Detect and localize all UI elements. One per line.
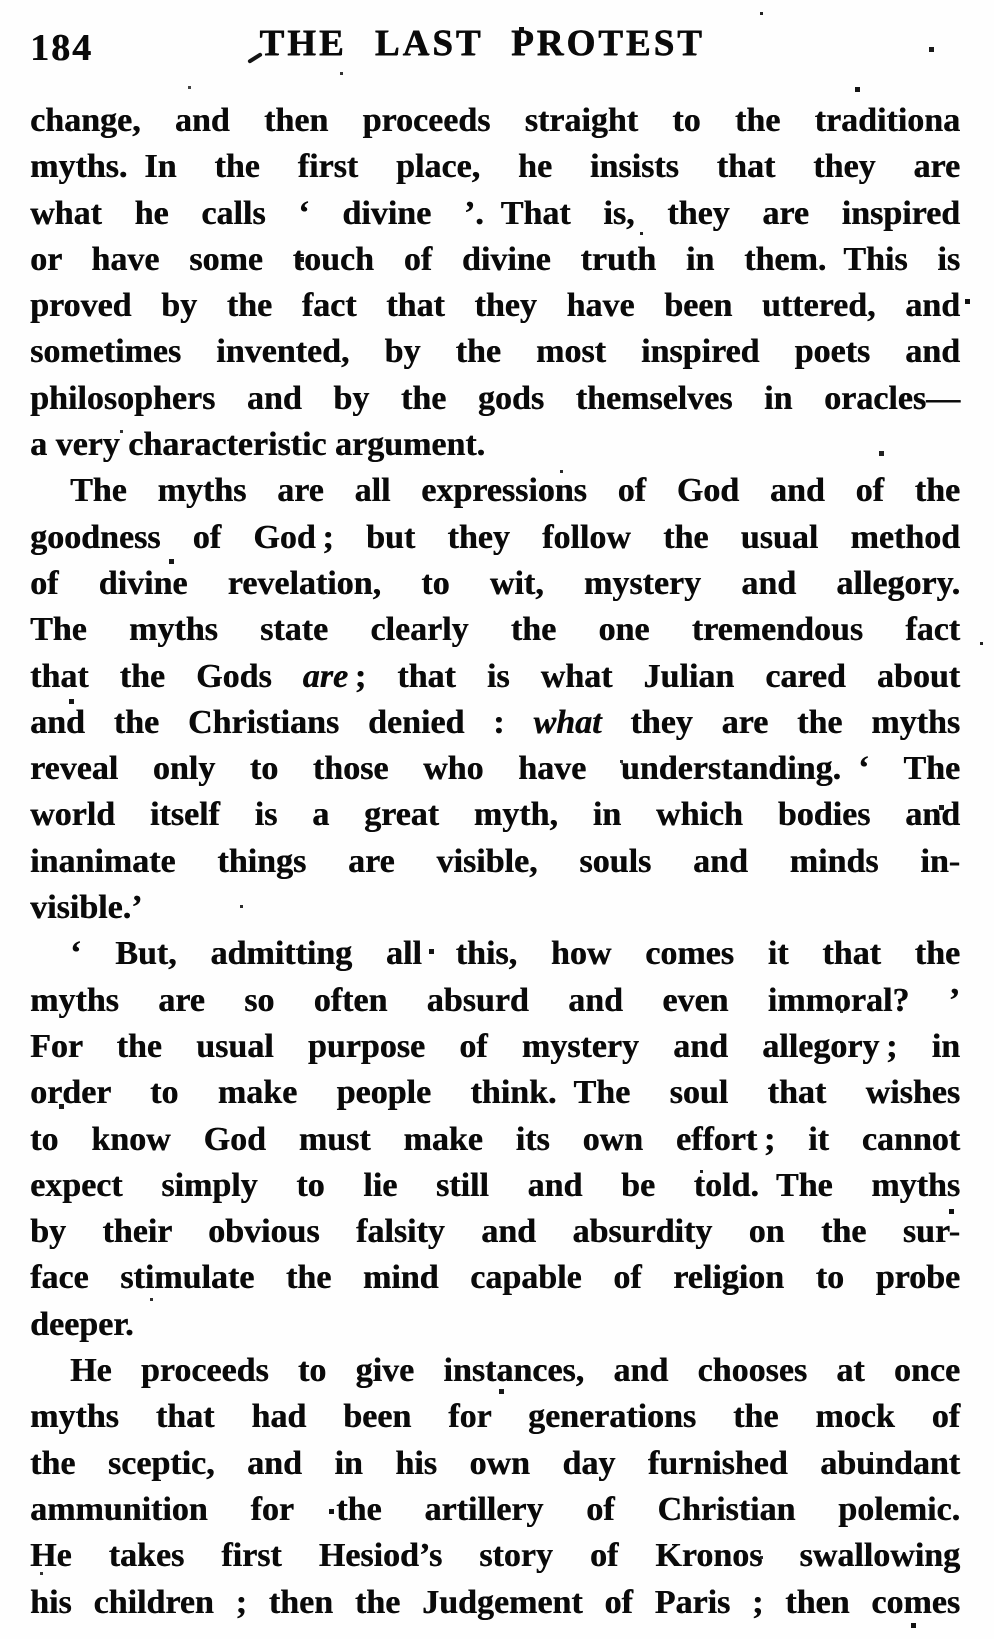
text-segment: and the Christians denied :: [30, 703, 534, 741]
text-segment: they are the myths: [601, 703, 960, 741]
text-segment: myths. In the first place, he insists that they are: [30, 148, 960, 186]
text-line: [30, 283, 960, 329]
text-line: [30, 191, 960, 237]
text-line: [30, 1070, 960, 1116]
text-segment: deeper.: [30, 1305, 134, 1343]
text-line: [30, 654, 960, 700]
text-line: [30, 1209, 960, 1255]
text-line: [30, 1580, 960, 1626]
scan-noise: [0, 0, 3, 3]
text-line: [30, 978, 960, 1024]
text-segment: what he calls ‘ divine ’. That is, they are inspired: [30, 194, 960, 232]
text-segment: myths are so often absurd and even immoral? ’: [30, 981, 960, 1019]
text-line: [30, 329, 960, 375]
text-line: [30, 839, 960, 885]
text-segment: ; that is what Julian cared about: [348, 657, 960, 695]
text-segment: visible.’: [30, 889, 143, 927]
text-segment: world itself is a great myth, in which bodies and: [30, 796, 960, 834]
text-line: [30, 1441, 960, 1487]
text-line: [30, 607, 960, 653]
text-line: [30, 1024, 960, 1070]
italic-text: what: [533, 703, 602, 741]
text-line: [30, 98, 960, 144]
text-segment: ‘ But, admitting all this, how comes it that the: [70, 935, 960, 973]
italic-text: are: [302, 657, 348, 695]
text-segment: For the usual purpose of mystery and allegory ; in: [30, 1027, 960, 1065]
text-segment: inanimate things are visible, souls and minds in-: [30, 842, 960, 880]
text-segment: He takes first Hesiod’s story of Kronos swallowing: [30, 1537, 960, 1575]
text-line: [30, 1348, 960, 1394]
text-segment: to know God must make its own effort ; it cannot: [30, 1120, 960, 1158]
text-segment: The myths are all expressions of God and of the: [70, 472, 960, 510]
text-line: [30, 746, 960, 792]
text-line: [30, 1533, 960, 1579]
text-segment: sometimes invented, by the most inspired poets and: [30, 333, 960, 371]
text-segment: He proceeds to give instances, and chooses at once: [70, 1352, 960, 1390]
text-segment: face stimulate the mind capable of religion to probe: [30, 1259, 960, 1297]
text-line: [30, 885, 960, 931]
text-line: [30, 1394, 960, 1440]
text-segment: reveal only to those who have understanding. ‘ The: [30, 750, 960, 788]
text-line: [30, 422, 960, 468]
text-segment: or have some touch of divine truth in them. This is: [30, 240, 960, 278]
text-line: [30, 1117, 960, 1163]
text-segment: The myths state clearly the one tremendous fact: [30, 611, 960, 649]
body-text: [30, 98, 960, 1626]
text-line: [30, 468, 960, 514]
text-segment: of divine revelation, to wit, mystery and allegory.: [30, 564, 960, 602]
page-number: 184: [30, 27, 93, 69]
text-line: [30, 1487, 960, 1533]
text-line: [30, 561, 960, 607]
text-segment: myths that had been for generations the mock of: [30, 1398, 960, 1436]
text-segment: the sceptic, and in his own day furnished abundant: [30, 1444, 960, 1482]
running-title: THE LAST PROTEST: [259, 23, 705, 64]
text-segment: change, and then proceeds straight to the traditiona: [30, 102, 960, 139]
text-segment: order to make people think. The soul that wishes: [30, 1074, 960, 1112]
text-line: [30, 931, 960, 977]
text-line: [30, 515, 960, 561]
text-line: [30, 144, 960, 190]
text-segment: by their obvious falsity and absurdity on the sur-: [30, 1213, 960, 1251]
text-line: [30, 792, 960, 838]
text-line: [30, 1255, 960, 1301]
text-line: [30, 1302, 960, 1348]
text-segment: ammunition for the artillery of Christian polemic.: [30, 1490, 960, 1528]
text-line: [30, 1163, 960, 1209]
text-segment: expect simply to lie still and be told. The myths: [30, 1166, 960, 1204]
text-line: [30, 700, 960, 746]
text-segment: proved by the fact that they have been uttered, and: [30, 287, 960, 325]
text-line: [30, 237, 960, 283]
text-segment: philosophers and by the gods themselves in oracles—: [30, 379, 960, 417]
text-segment: goodness of God ; but they follow the usual method: [30, 518, 960, 556]
text-segment: his children ; then the Judgement of Paris ; then comes: [30, 1583, 960, 1621]
text-line: [30, 376, 960, 422]
text-segment: a very characteristic argument.: [30, 426, 486, 464]
page-header: [0, 20, 994, 76]
text-segment: that the Gods: [30, 657, 303, 695]
